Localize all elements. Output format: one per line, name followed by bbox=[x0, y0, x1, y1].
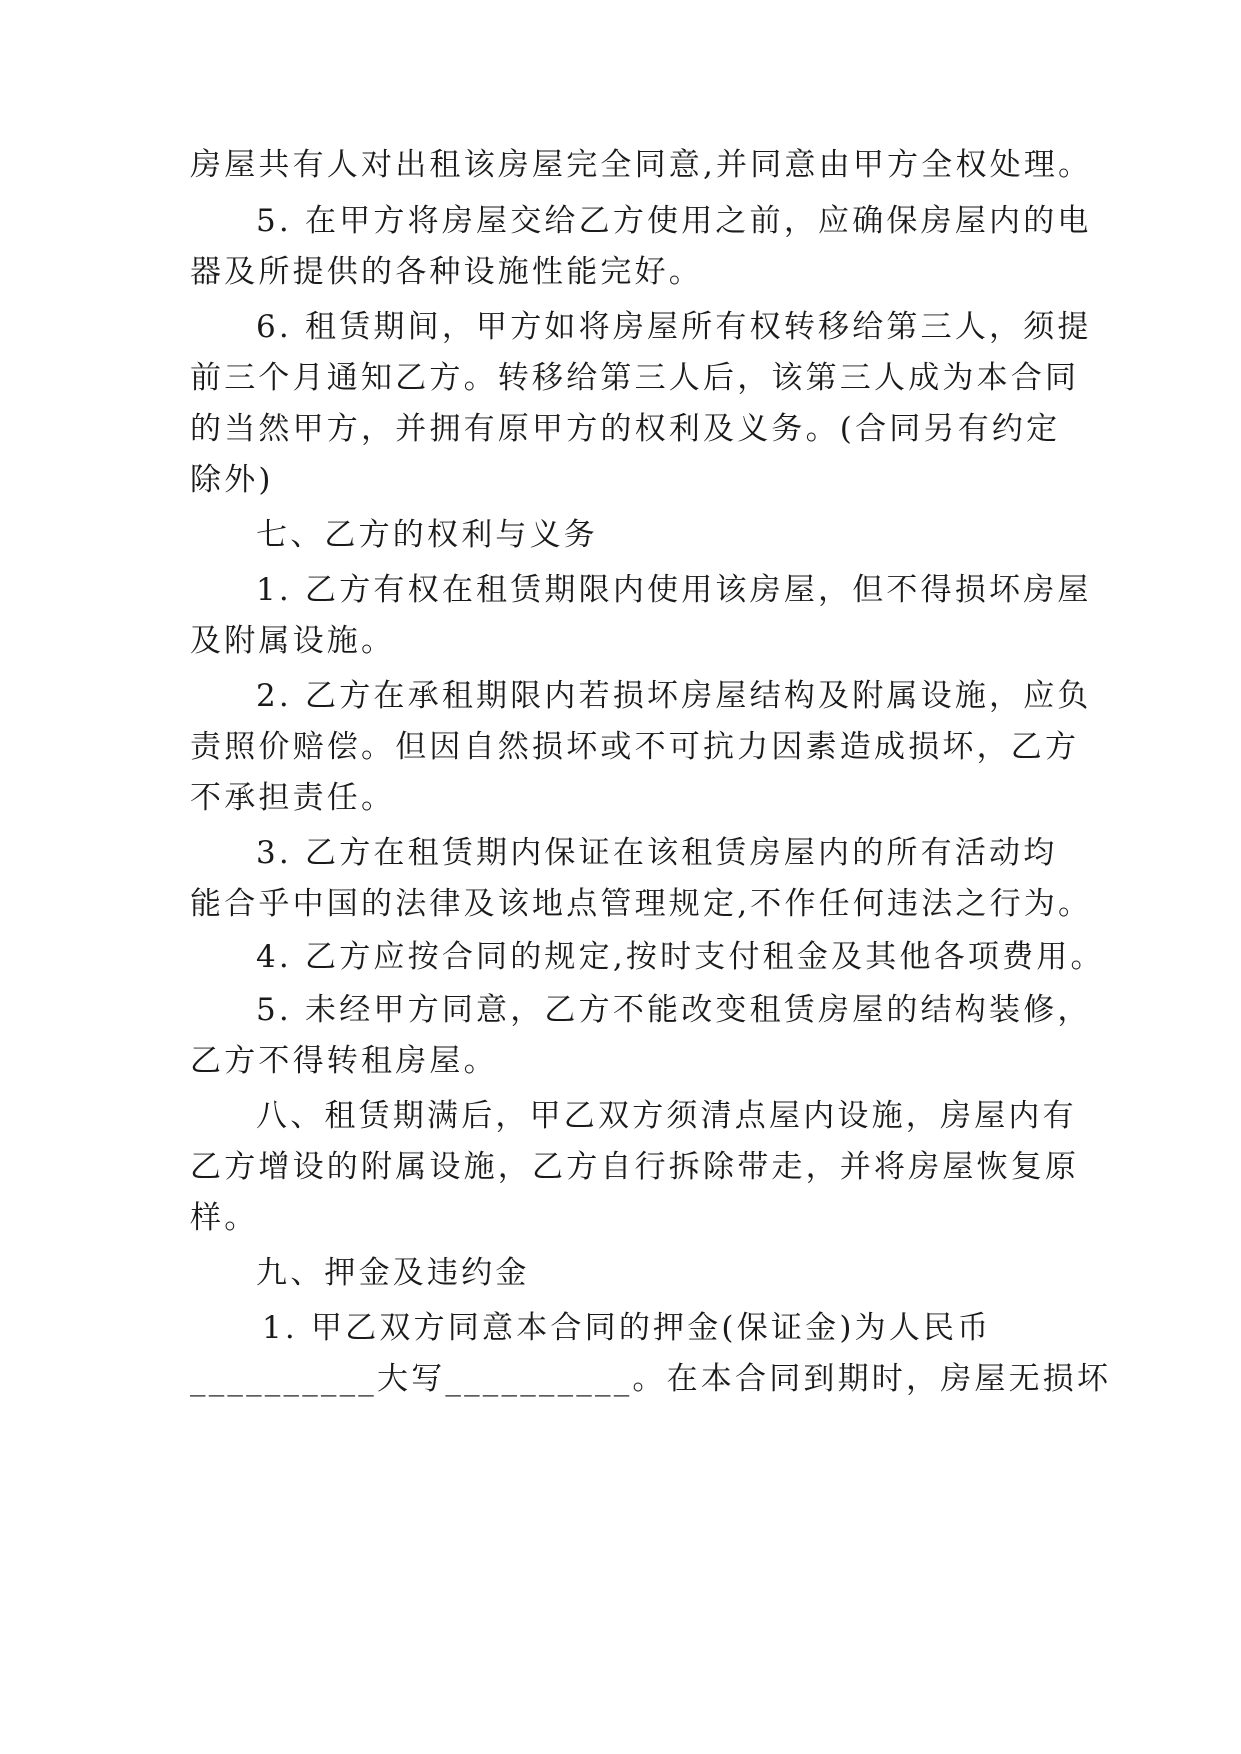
paragraph-line: 1. 乙方有权在租赁期限内使用该房屋，但不得损坏房屋 bbox=[256, 572, 1092, 608]
paragraph-line: 器及所提供的各种设施性能完好。 bbox=[190, 254, 703, 290]
paragraph-line: 1. 甲乙双方同意本合同的押金(保证金)为人民币 bbox=[262, 1310, 992, 1346]
paragraph-line: 除外) bbox=[190, 462, 274, 498]
paragraph-line: 能合乎中国的法律及该地点管理规定,不作任何违法之行为。 bbox=[190, 886, 1093, 922]
paragraph-line: 2. 乙方在承租期限内若损坏房屋结构及附属设施，应负 bbox=[256, 678, 1092, 714]
paragraph-line: 5. 未经甲方同意，乙方不能改变租赁房屋的结构装修， bbox=[256, 992, 1092, 1028]
paragraph-line: 6. 租赁期间，甲方如将房屋所有权转移给第三人，须提 bbox=[256, 309, 1092, 345]
paragraph-line: 样。 bbox=[190, 1200, 259, 1236]
paragraph-line: __________大写__________。在本合同到期时，房屋无损坏 bbox=[190, 1361, 1112, 1397]
paragraph-line: 八、租赁期满后，甲乙双方须清点屋内设施，房屋内有 bbox=[256, 1098, 1077, 1134]
paragraph-line: 5. 在甲方将房屋交给乙方使用之前，应确保房屋内的电 bbox=[256, 203, 1092, 239]
section-heading: 七、乙方的权利与义务 bbox=[256, 517, 598, 553]
paragraph-line: 4. 乙方应按合同的规定,按时支付租金及其他各项费用。 bbox=[256, 939, 1105, 975]
paragraph-line: 不承担责任。 bbox=[190, 780, 396, 816]
paragraph-line: 乙方增设的附属设施，乙方自行拆除带走，并将房屋恢复原 bbox=[190, 1149, 1080, 1185]
paragraph-line: 3. 乙方在租赁期内保证在该租赁房屋内的所有活动均 bbox=[256, 835, 1058, 871]
paragraph-line: 乙方不得转租房屋。 bbox=[190, 1043, 498, 1079]
paragraph-line: 责照价赔偿。但因自然损坏或不可抗力因素造成损坏，乙方 bbox=[190, 729, 1080, 765]
paragraph-line: 的当然甲方，并拥有原甲方的权利及义务。(合同另有约定 bbox=[190, 411, 1061, 447]
paragraph-line: 房屋共有人对出租该房屋完全同意,并同意由甲方全权处理。 bbox=[190, 147, 1093, 183]
paragraph-line: 前三个月通知乙方。转移给第三人后，该第三人成为本合同 bbox=[190, 360, 1080, 396]
section-heading: 九、押金及违约金 bbox=[256, 1255, 530, 1291]
paragraph-line: 及附属设施。 bbox=[190, 623, 396, 659]
